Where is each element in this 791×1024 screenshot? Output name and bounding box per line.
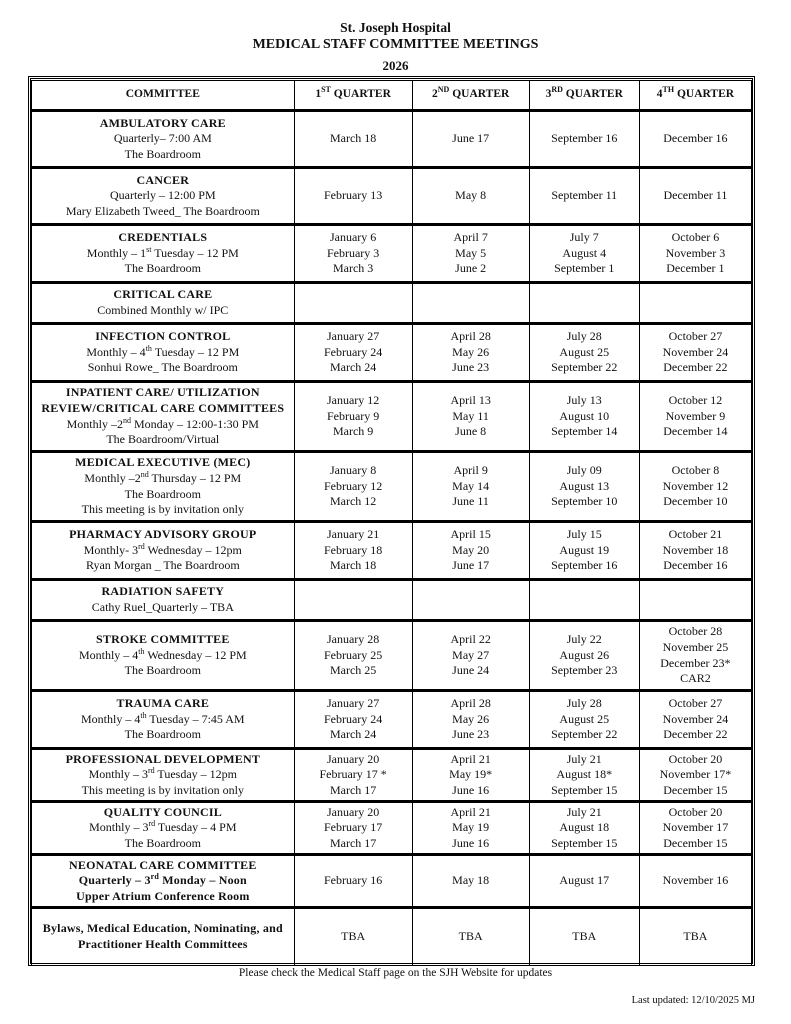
committee-cell bbox=[32, 324, 295, 382]
meeting-date: November 17* bbox=[659, 767, 732, 782]
date-cell-q4 bbox=[639, 749, 751, 802]
committee-detail: Ryan Morgan _ The Boardroom bbox=[85, 558, 240, 573]
meeting-date: July 21 bbox=[566, 751, 602, 766]
date-cell-q4 bbox=[639, 382, 751, 452]
column-header-q2: 2ND QUARTER bbox=[412, 81, 529, 111]
meeting-date: August 4 bbox=[562, 245, 607, 260]
date-cell-q3 bbox=[529, 908, 639, 966]
committee-cell bbox=[32, 382, 295, 452]
meeting-date: April 7 bbox=[453, 230, 488, 245]
meeting-date: July 22 bbox=[566, 632, 602, 647]
date-cell-q1 bbox=[294, 580, 412, 621]
meeting-date: August 17 bbox=[559, 873, 610, 888]
meeting-date: August 25 bbox=[559, 711, 610, 726]
table-row bbox=[32, 855, 752, 908]
date-cell-q1 bbox=[294, 111, 412, 168]
meeting-date: January 27 bbox=[326, 696, 380, 711]
meeting-date: April 28 bbox=[450, 329, 491, 344]
hospital-name: St. Joseph Hospital bbox=[340, 20, 451, 35]
committee-detail: Monthly – 3rd Tuesday – 4 PM bbox=[89, 819, 237, 835]
date-cell-q4 bbox=[639, 168, 751, 225]
footer-note: Please check the Medical Staff page on the SJH Website for updates bbox=[238, 967, 553, 979]
date-cell-q4 bbox=[639, 691, 751, 749]
meeting-date: January 12 bbox=[326, 393, 380, 408]
meeting-date: February 12 bbox=[323, 478, 383, 493]
date-cell-q3 bbox=[529, 749, 639, 802]
meeting-date: April 22 bbox=[450, 632, 491, 647]
meeting-date: May 5 bbox=[455, 245, 487, 260]
committee-detail: Quarterly– 7:00 AM bbox=[113, 131, 212, 146]
meeting-date: December 11 bbox=[663, 188, 728, 203]
meeting-date: TBA bbox=[341, 929, 366, 944]
meeting-date: October 28 bbox=[668, 624, 723, 639]
meeting-date: July 15 bbox=[566, 527, 602, 542]
page-title: MEDICAL STAFF COMMITTEE MEETINGS bbox=[252, 37, 539, 52]
meeting-date: February 13 bbox=[323, 188, 383, 203]
date-cell-q2 bbox=[412, 802, 529, 855]
meeting-date: September 23 bbox=[551, 663, 618, 678]
meeting-date: June 16 bbox=[452, 835, 490, 850]
meeting-date: January 20 bbox=[326, 751, 380, 766]
meeting-date: June 23 bbox=[452, 360, 490, 375]
meeting-date: December 22 bbox=[663, 360, 728, 375]
committee-name: PHARMACY ADVISORY GROUP bbox=[69, 527, 257, 542]
meeting-date: CAR2 bbox=[680, 671, 711, 686]
date-cell-q2 bbox=[412, 452, 529, 522]
meeting-date: October 12 bbox=[668, 393, 723, 408]
date-cell-q2 bbox=[412, 168, 529, 225]
meeting-date: September 22 bbox=[551, 727, 618, 742]
committee-detail: Mary Elizabeth Tweed_ The Boardroom bbox=[65, 203, 260, 218]
table-row bbox=[32, 749, 752, 802]
committee-name: RADIATION SAFETY bbox=[101, 584, 225, 599]
committee-detail: The Boardroom bbox=[124, 835, 201, 850]
meeting-date: July 21 bbox=[566, 804, 602, 819]
table-row bbox=[32, 621, 752, 691]
committee-name: TRAUMA CARE bbox=[116, 696, 210, 711]
meeting-date: October 27 bbox=[668, 696, 723, 711]
meeting-date: February 17 * bbox=[319, 767, 387, 782]
column-header-q1: 1ST QUARTER bbox=[294, 81, 412, 111]
committee-detail: Cathy Ruel_Quarterly – TBA bbox=[91, 600, 234, 614]
meeting-date: April 13 bbox=[450, 393, 491, 408]
table-body bbox=[32, 111, 752, 966]
date-cell-q2 bbox=[412, 382, 529, 452]
date-cell-q2 bbox=[412, 283, 529, 324]
table-row bbox=[32, 225, 752, 283]
date-cell-q3 bbox=[529, 382, 639, 452]
meeting-date: July 28 bbox=[566, 696, 602, 711]
date-cell-q2 bbox=[412, 691, 529, 749]
committee-cell bbox=[32, 452, 295, 522]
committee-detail: Quarterly – 3rd Monday – Noon bbox=[78, 872, 247, 888]
date-cell-q4 bbox=[639, 111, 751, 168]
meeting-date: June 16 bbox=[452, 782, 490, 797]
meeting-date: November 12 bbox=[662, 478, 729, 493]
date-cell-q1 bbox=[294, 225, 412, 283]
committee-name: CANCER bbox=[136, 172, 190, 187]
meeting-date: June 2 bbox=[455, 261, 487, 276]
committee-detail: Monthly – 3rd Tuesday – 12pm bbox=[88, 766, 237, 782]
committee-cell bbox=[32, 225, 295, 283]
committee-detail: The Boardroom bbox=[124, 261, 201, 276]
meeting-date: November 24 bbox=[662, 344, 729, 359]
date-cell-q1 bbox=[294, 283, 412, 324]
committee-detail: REVIEW/CRITICAL CARE COMMITTEES bbox=[41, 400, 285, 415]
date-cell-q4 bbox=[639, 522, 751, 580]
meeting-date: February 24 bbox=[323, 711, 383, 726]
table-row bbox=[32, 522, 752, 580]
meeting-date: May 26 bbox=[452, 344, 490, 359]
table-row bbox=[32, 691, 752, 749]
meeting-date: February 9 bbox=[326, 408, 380, 423]
meeting-date: November 3 bbox=[665, 245, 726, 260]
meeting-date: March 12 bbox=[329, 494, 377, 509]
committee-detail: Upper Atrium Conference Room bbox=[76, 888, 250, 903]
meeting-date: February 18 bbox=[323, 542, 383, 557]
meeting-date: March 17 bbox=[329, 782, 377, 797]
meeting-date: May 26 bbox=[452, 711, 490, 726]
committee-detail: Monthly – 4th Tuesday – 7:45 AM bbox=[81, 710, 245, 726]
meeting-date: May 18 bbox=[452, 873, 490, 888]
date-cell-q2 bbox=[412, 908, 529, 966]
meeting-date: November 18 bbox=[662, 542, 729, 557]
meeting-date: March 3 bbox=[332, 261, 374, 276]
date-cell-q1 bbox=[294, 749, 412, 802]
meeting-date: June 17 bbox=[452, 131, 490, 146]
year-label: 2026 bbox=[382, 58, 409, 73]
date-cell-q3 bbox=[529, 324, 639, 382]
table-row bbox=[32, 908, 752, 966]
date-cell-q4 bbox=[639, 225, 751, 283]
date-cell-q4 bbox=[639, 908, 751, 966]
meeting-date: August 26 bbox=[559, 647, 610, 662]
committee-detail: Monthly- 3rd Wednesday – 12pm bbox=[83, 541, 242, 557]
committee-name: CRITICAL CARE bbox=[113, 287, 213, 302]
meeting-date: August 13 bbox=[559, 478, 610, 493]
meeting-date: June 17 bbox=[452, 558, 490, 573]
committee-cell bbox=[32, 580, 295, 621]
date-cell-q1 bbox=[294, 908, 412, 966]
meeting-date: April 28 bbox=[450, 696, 491, 711]
meeting-date: December 10 bbox=[663, 494, 728, 509]
meeting-date: April 21 bbox=[450, 804, 491, 819]
meeting-date: September 10 bbox=[551, 494, 618, 509]
meeting-date: September 11 bbox=[551, 188, 618, 203]
meeting-date: March 9 bbox=[332, 424, 374, 439]
date-cell-q4 bbox=[639, 283, 751, 324]
committee-detail: The Boardroom bbox=[124, 486, 201, 501]
meeting-date: February 25 bbox=[323, 647, 383, 662]
table-row bbox=[32, 802, 752, 855]
date-cell-q1 bbox=[294, 621, 412, 691]
date-cell-q2 bbox=[412, 324, 529, 382]
date-cell-q3 bbox=[529, 855, 639, 908]
date-cell-q4 bbox=[639, 452, 751, 522]
committee-detail: The Boardroom bbox=[124, 663, 201, 678]
meeting-date: TBA bbox=[683, 929, 708, 944]
meeting-date: October 6 bbox=[671, 230, 720, 245]
date-cell-q4 bbox=[639, 621, 751, 691]
committee-detail: The Boardroom bbox=[124, 146, 201, 161]
meeting-date: March 17 bbox=[329, 835, 377, 850]
meeting-date: April 9 bbox=[453, 463, 488, 478]
meeting-date: August 10 bbox=[559, 408, 610, 423]
committee-name: STROKE COMMITTEE bbox=[96, 632, 230, 647]
meeting-date: April 21 bbox=[450, 751, 491, 766]
meeting-date: May 20 bbox=[452, 542, 490, 557]
date-cell-q1 bbox=[294, 855, 412, 908]
date-cell-q1 bbox=[294, 324, 412, 382]
committee-cell bbox=[32, 168, 295, 225]
committee-detail: Monthly – 1st Tuesday – 12 PM bbox=[86, 244, 239, 260]
date-cell-q1 bbox=[294, 802, 412, 855]
table-row bbox=[32, 168, 752, 225]
meeting-date: November 9 bbox=[665, 408, 726, 423]
committee-name: AMBULATORY CARE bbox=[99, 115, 226, 130]
table-row bbox=[32, 111, 752, 168]
meeting-date: November 24 bbox=[662, 711, 729, 726]
date-cell-q3 bbox=[529, 225, 639, 283]
meeting-date: February 17 bbox=[323, 820, 383, 835]
date-cell-q4 bbox=[639, 855, 751, 908]
meeting-date: January 8 bbox=[329, 463, 377, 478]
meeting-date: December 15 bbox=[663, 782, 728, 797]
committee-cell bbox=[32, 749, 295, 802]
meeting-date: August 25 bbox=[559, 344, 610, 359]
date-cell-q1 bbox=[294, 452, 412, 522]
committee-name: PROFESSIONAL DEVELOPMENT bbox=[65, 751, 261, 766]
date-cell-q1 bbox=[294, 168, 412, 225]
date-cell-q4 bbox=[639, 802, 751, 855]
date-cell-q3 bbox=[529, 283, 639, 324]
meeting-date: August 18* bbox=[556, 767, 613, 782]
date-cell-q3 bbox=[529, 522, 639, 580]
date-cell-q3 bbox=[529, 168, 639, 225]
meeting-date: September 16 bbox=[551, 558, 618, 573]
meeting-date: June 11 bbox=[452, 494, 489, 509]
committee-detail: Monthly – 4th Tuesday – 12 PM bbox=[86, 343, 240, 359]
meeting-date: July 13 bbox=[566, 393, 602, 408]
meeting-date: September 15 bbox=[551, 782, 618, 797]
committee-detail: This meeting is by invitation only bbox=[81, 782, 244, 797]
committee-name: MEDICAL EXECUTIVE (MEC) bbox=[75, 455, 251, 470]
table-row bbox=[32, 324, 752, 382]
table-header-row bbox=[32, 81, 752, 111]
table-row bbox=[32, 382, 752, 452]
meeting-date: September 14 bbox=[551, 424, 618, 439]
meeting-date: June 24 bbox=[452, 663, 490, 678]
meeting-date: September 15 bbox=[551, 835, 618, 850]
committee-detail: Practitioner Health Committees bbox=[77, 937, 248, 951]
committee-detail: The Boardroom bbox=[124, 727, 201, 742]
committee-detail: Combined Monthly w/ IPC bbox=[97, 303, 229, 317]
meeting-date: May 19 bbox=[452, 820, 490, 835]
committee-detail: Sonhui Rowe_ The Boardroom bbox=[87, 360, 238, 375]
date-cell-q3 bbox=[529, 580, 639, 621]
meeting-date: January 28 bbox=[326, 632, 380, 647]
column-header-q4: 4TH QUARTER bbox=[639, 81, 751, 111]
meeting-date: December 22 bbox=[663, 727, 728, 742]
meeting-date: December 15 bbox=[663, 835, 728, 850]
meeting-date: October 21 bbox=[668, 527, 723, 542]
last-updated: Last updated: 12/10/2025 MJ bbox=[631, 995, 755, 1006]
committee-detail: Monthly – 4th Wednesday – 12 PM bbox=[78, 646, 247, 662]
date-cell-q1 bbox=[294, 382, 412, 452]
meeting-date: May 27 bbox=[452, 647, 490, 662]
meeting-date: October 20 bbox=[668, 804, 723, 819]
meeting-date: March 18 bbox=[329, 558, 377, 573]
meeting-date: October 20 bbox=[668, 751, 723, 766]
committee-cell bbox=[32, 908, 295, 966]
date-cell-q2 bbox=[412, 522, 529, 580]
meeting-date: July 7 bbox=[569, 230, 599, 245]
date-cell-q3 bbox=[529, 691, 639, 749]
committee-detail: The Boardroom/Virtual bbox=[106, 432, 220, 447]
date-cell-q2 bbox=[412, 749, 529, 802]
committee-detail: Monthly –2nd Thursday – 12 PM bbox=[84, 469, 242, 485]
meeting-date: August 19 bbox=[559, 542, 610, 557]
meeting-date: June 8 bbox=[455, 424, 487, 439]
date-cell-q1 bbox=[294, 691, 412, 749]
meeting-date: July 28 bbox=[566, 329, 602, 344]
meeting-date: December 14 bbox=[663, 424, 728, 439]
table-row bbox=[32, 580, 752, 621]
committee-cell bbox=[32, 802, 295, 855]
committee-name: INPATIENT CARE/ UTILIZATION bbox=[65, 385, 260, 400]
committee-name: CREDENTIALS bbox=[118, 230, 208, 245]
meeting-date: August 18 bbox=[559, 820, 610, 835]
meeting-date: July 09 bbox=[566, 463, 602, 478]
date-cell-q3 bbox=[529, 452, 639, 522]
committee-cell bbox=[32, 691, 295, 749]
meeting-date: January 6 bbox=[329, 230, 377, 245]
committee-detail: Monthly –2nd Monday – 12:00-1:30 PM bbox=[66, 415, 259, 431]
meeting-date: March 24 bbox=[329, 360, 377, 375]
meeting-date: May 11 bbox=[452, 408, 489, 423]
meeting-date: March 25 bbox=[329, 663, 377, 678]
meeting-date: May 14 bbox=[452, 478, 490, 493]
meeting-date: February 16 bbox=[323, 873, 383, 888]
date-cell-q2 bbox=[412, 621, 529, 691]
meeting-date: TBA bbox=[458, 929, 483, 944]
meeting-date: December 23* bbox=[660, 655, 731, 670]
committee-name: NEONATAL CARE COMMITTEE bbox=[69, 857, 257, 872]
meeting-date: February 3 bbox=[326, 245, 380, 260]
date-cell-q2 bbox=[412, 855, 529, 908]
date-cell-q4 bbox=[639, 324, 751, 382]
committee-detail: This meeting is by invitation only bbox=[81, 502, 244, 517]
committee-name: INFECTION CONTROL bbox=[95, 329, 231, 344]
committee-cell bbox=[32, 855, 295, 908]
date-cell-q4 bbox=[639, 580, 751, 621]
meetings-table bbox=[31, 80, 752, 966]
meeting-date: November 25 bbox=[662, 639, 729, 654]
meeting-date: October 27 bbox=[668, 329, 723, 344]
meeting-date: December 16 bbox=[663, 131, 728, 146]
meeting-date: November 17 bbox=[662, 820, 729, 835]
committee-name: Bylaws, Medical Education, Nominating, and bbox=[42, 921, 283, 936]
meeting-date: January 20 bbox=[326, 804, 380, 819]
committee-cell bbox=[32, 111, 295, 168]
meeting-date: January 27 bbox=[326, 329, 380, 344]
meeting-date: December 1 bbox=[666, 261, 725, 276]
column-header-committee: COMMITTEE bbox=[32, 81, 295, 111]
meeting-date: April 15 bbox=[450, 527, 491, 542]
committee-cell bbox=[32, 522, 295, 580]
date-cell-q2 bbox=[412, 111, 529, 168]
table-row bbox=[32, 283, 752, 324]
meeting-date: October 8 bbox=[671, 463, 720, 478]
date-cell-q2 bbox=[412, 580, 529, 621]
date-cell-q3 bbox=[529, 802, 639, 855]
meeting-date: September 16 bbox=[551, 131, 618, 146]
date-cell-q1 bbox=[294, 522, 412, 580]
meeting-date: TBA bbox=[572, 929, 597, 944]
meeting-date: January 21 bbox=[326, 527, 380, 542]
meeting-date: May 8 bbox=[455, 188, 487, 203]
meeting-date: February 24 bbox=[323, 344, 383, 359]
meeting-date: March 24 bbox=[329, 727, 377, 742]
committee-cell bbox=[32, 283, 295, 324]
meeting-date: March 18 bbox=[329, 131, 377, 146]
date-cell-q2 bbox=[412, 225, 529, 283]
meeting-date: December 16 bbox=[663, 558, 728, 573]
table-row bbox=[32, 452, 752, 522]
meeting-date: May 19* bbox=[449, 767, 493, 782]
date-cell-q3 bbox=[529, 621, 639, 691]
committee-cell bbox=[32, 621, 295, 691]
meeting-date: June 23 bbox=[452, 727, 490, 742]
meeting-date: September 22 bbox=[551, 360, 618, 375]
date-cell-q3 bbox=[529, 111, 639, 168]
meeting-date: September 1 bbox=[554, 261, 615, 276]
meeting-date: November 16 bbox=[662, 873, 729, 888]
committee-detail: Quarterly – 12:00 PM bbox=[109, 188, 216, 203]
column-header-q3: 3RD QUARTER bbox=[529, 81, 639, 111]
committee-name: QUALITY COUNCIL bbox=[103, 804, 222, 819]
